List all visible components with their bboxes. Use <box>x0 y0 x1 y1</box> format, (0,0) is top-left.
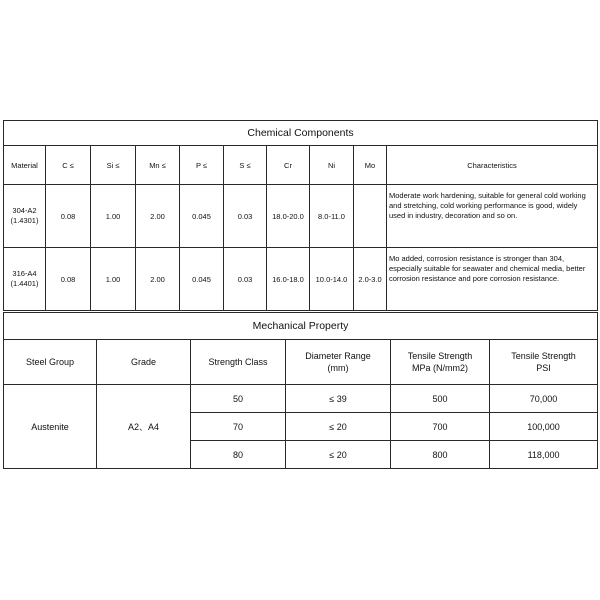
header-diameter-line2: (mm) <box>327 363 349 373</box>
tensile-psi-value: 118,000 <box>490 441 598 469</box>
s-value: 0.03 <box>224 248 267 311</box>
c-value: 0.08 <box>46 248 91 311</box>
table-row <box>4 248 598 311</box>
mechanical-header-row <box>4 340 598 385</box>
tensile-mpa-value: 800 <box>391 441 490 469</box>
diameter-value: ≤ 20 <box>286 441 391 469</box>
header-tensile-mpa <box>391 340 490 385</box>
header-steel-group: Steel Group <box>4 340 97 385</box>
diameter-value: ≤ 20 <box>286 413 391 441</box>
characteristics-text: Moderate work hardening, suitable for general cold working and stretching, cold working performance is good, widely used in industry, decoration and so on. <box>387 185 598 248</box>
header-tensile-mpa-line2: MPa (N/mm2) <box>412 363 468 373</box>
material-number: (1.4401) <box>10 279 39 288</box>
steel-group-value: Austenite <box>4 385 97 469</box>
header-grade: Grade <box>97 340 191 385</box>
header-strength-class: Strength Class <box>191 340 286 385</box>
grade-value: A2、A4 <box>97 385 191 469</box>
header-ni: Ni <box>310 146 354 185</box>
diameter-value: ≤ 39 <box>286 385 391 413</box>
strength-class-value: 50 <box>191 385 286 413</box>
tensile-mpa-value: 500 <box>391 385 490 413</box>
mn-value: 2.00 <box>136 185 180 248</box>
header-tensile-psi-line1: Tensile Strength <box>511 351 576 361</box>
header-s: S ≤ <box>224 146 267 185</box>
material-code: 316-A4 <box>12 269 37 278</box>
mechanical-property-table <box>3 312 598 469</box>
header-mn: Mn ≤ <box>136 146 180 185</box>
ni-value: 10.0-14.0 <box>310 248 354 311</box>
header-characteristics: Characteristics <box>387 146 598 185</box>
p-value: 0.045 <box>180 248 224 311</box>
table-row <box>4 385 598 413</box>
header-p: P ≤ <box>180 146 224 185</box>
mn-value: 2.00 <box>136 248 180 311</box>
header-mo: Mo <box>354 146 387 185</box>
strength-class-value: 70 <box>191 413 286 441</box>
cr-value: 18.0-20.0 <box>267 185 310 248</box>
header-tensile-psi <box>490 340 598 385</box>
header-tensile-psi-line2: PSI <box>536 363 551 373</box>
cr-value: 16.0-18.0 <box>267 248 310 311</box>
header-diameter-line1: Diameter Range <box>305 351 371 361</box>
header-material: Material <box>4 146 46 185</box>
tensile-mpa-value: 700 <box>391 413 490 441</box>
material-cell <box>4 248 46 311</box>
mo-value: 2.0-3.0 <box>354 248 387 311</box>
chemical-components-table <box>3 120 598 311</box>
p-value: 0.045 <box>180 185 224 248</box>
material-code: 304-A2 <box>12 206 37 215</box>
header-c: C ≤ <box>46 146 91 185</box>
header-cr: Cr <box>267 146 310 185</box>
tensile-psi-value: 100,000 <box>490 413 598 441</box>
tensile-psi-value: 70,000 <box>490 385 598 413</box>
material-cell <box>4 185 46 248</box>
table-row <box>4 185 598 248</box>
chemical-header-row <box>4 146 598 185</box>
header-tensile-mpa-line1: Tensile Strength <box>407 351 473 361</box>
material-number: (1.4301) <box>10 216 39 225</box>
mechanical-table-title: Mechanical Property <box>4 313 598 340</box>
si-value: 1.00 <box>91 248 136 311</box>
strength-class-value: 80 <box>191 441 286 469</box>
mo-value <box>354 185 387 248</box>
header-si: Si ≤ <box>91 146 136 185</box>
ni-value: 8.0-11.0 <box>310 185 354 248</box>
c-value: 0.08 <box>46 185 91 248</box>
characteristics-text: Mo added, corrosion resistance is stronger than 304, especially suitable for seawater and chemical media, better corrosion resistance and pore corrosion resistance. <box>387 248 598 311</box>
s-value: 0.03 <box>224 185 267 248</box>
chemical-table-title: Chemical Components <box>4 121 598 146</box>
si-value: 1.00 <box>91 185 136 248</box>
header-diameter-range <box>286 340 391 385</box>
